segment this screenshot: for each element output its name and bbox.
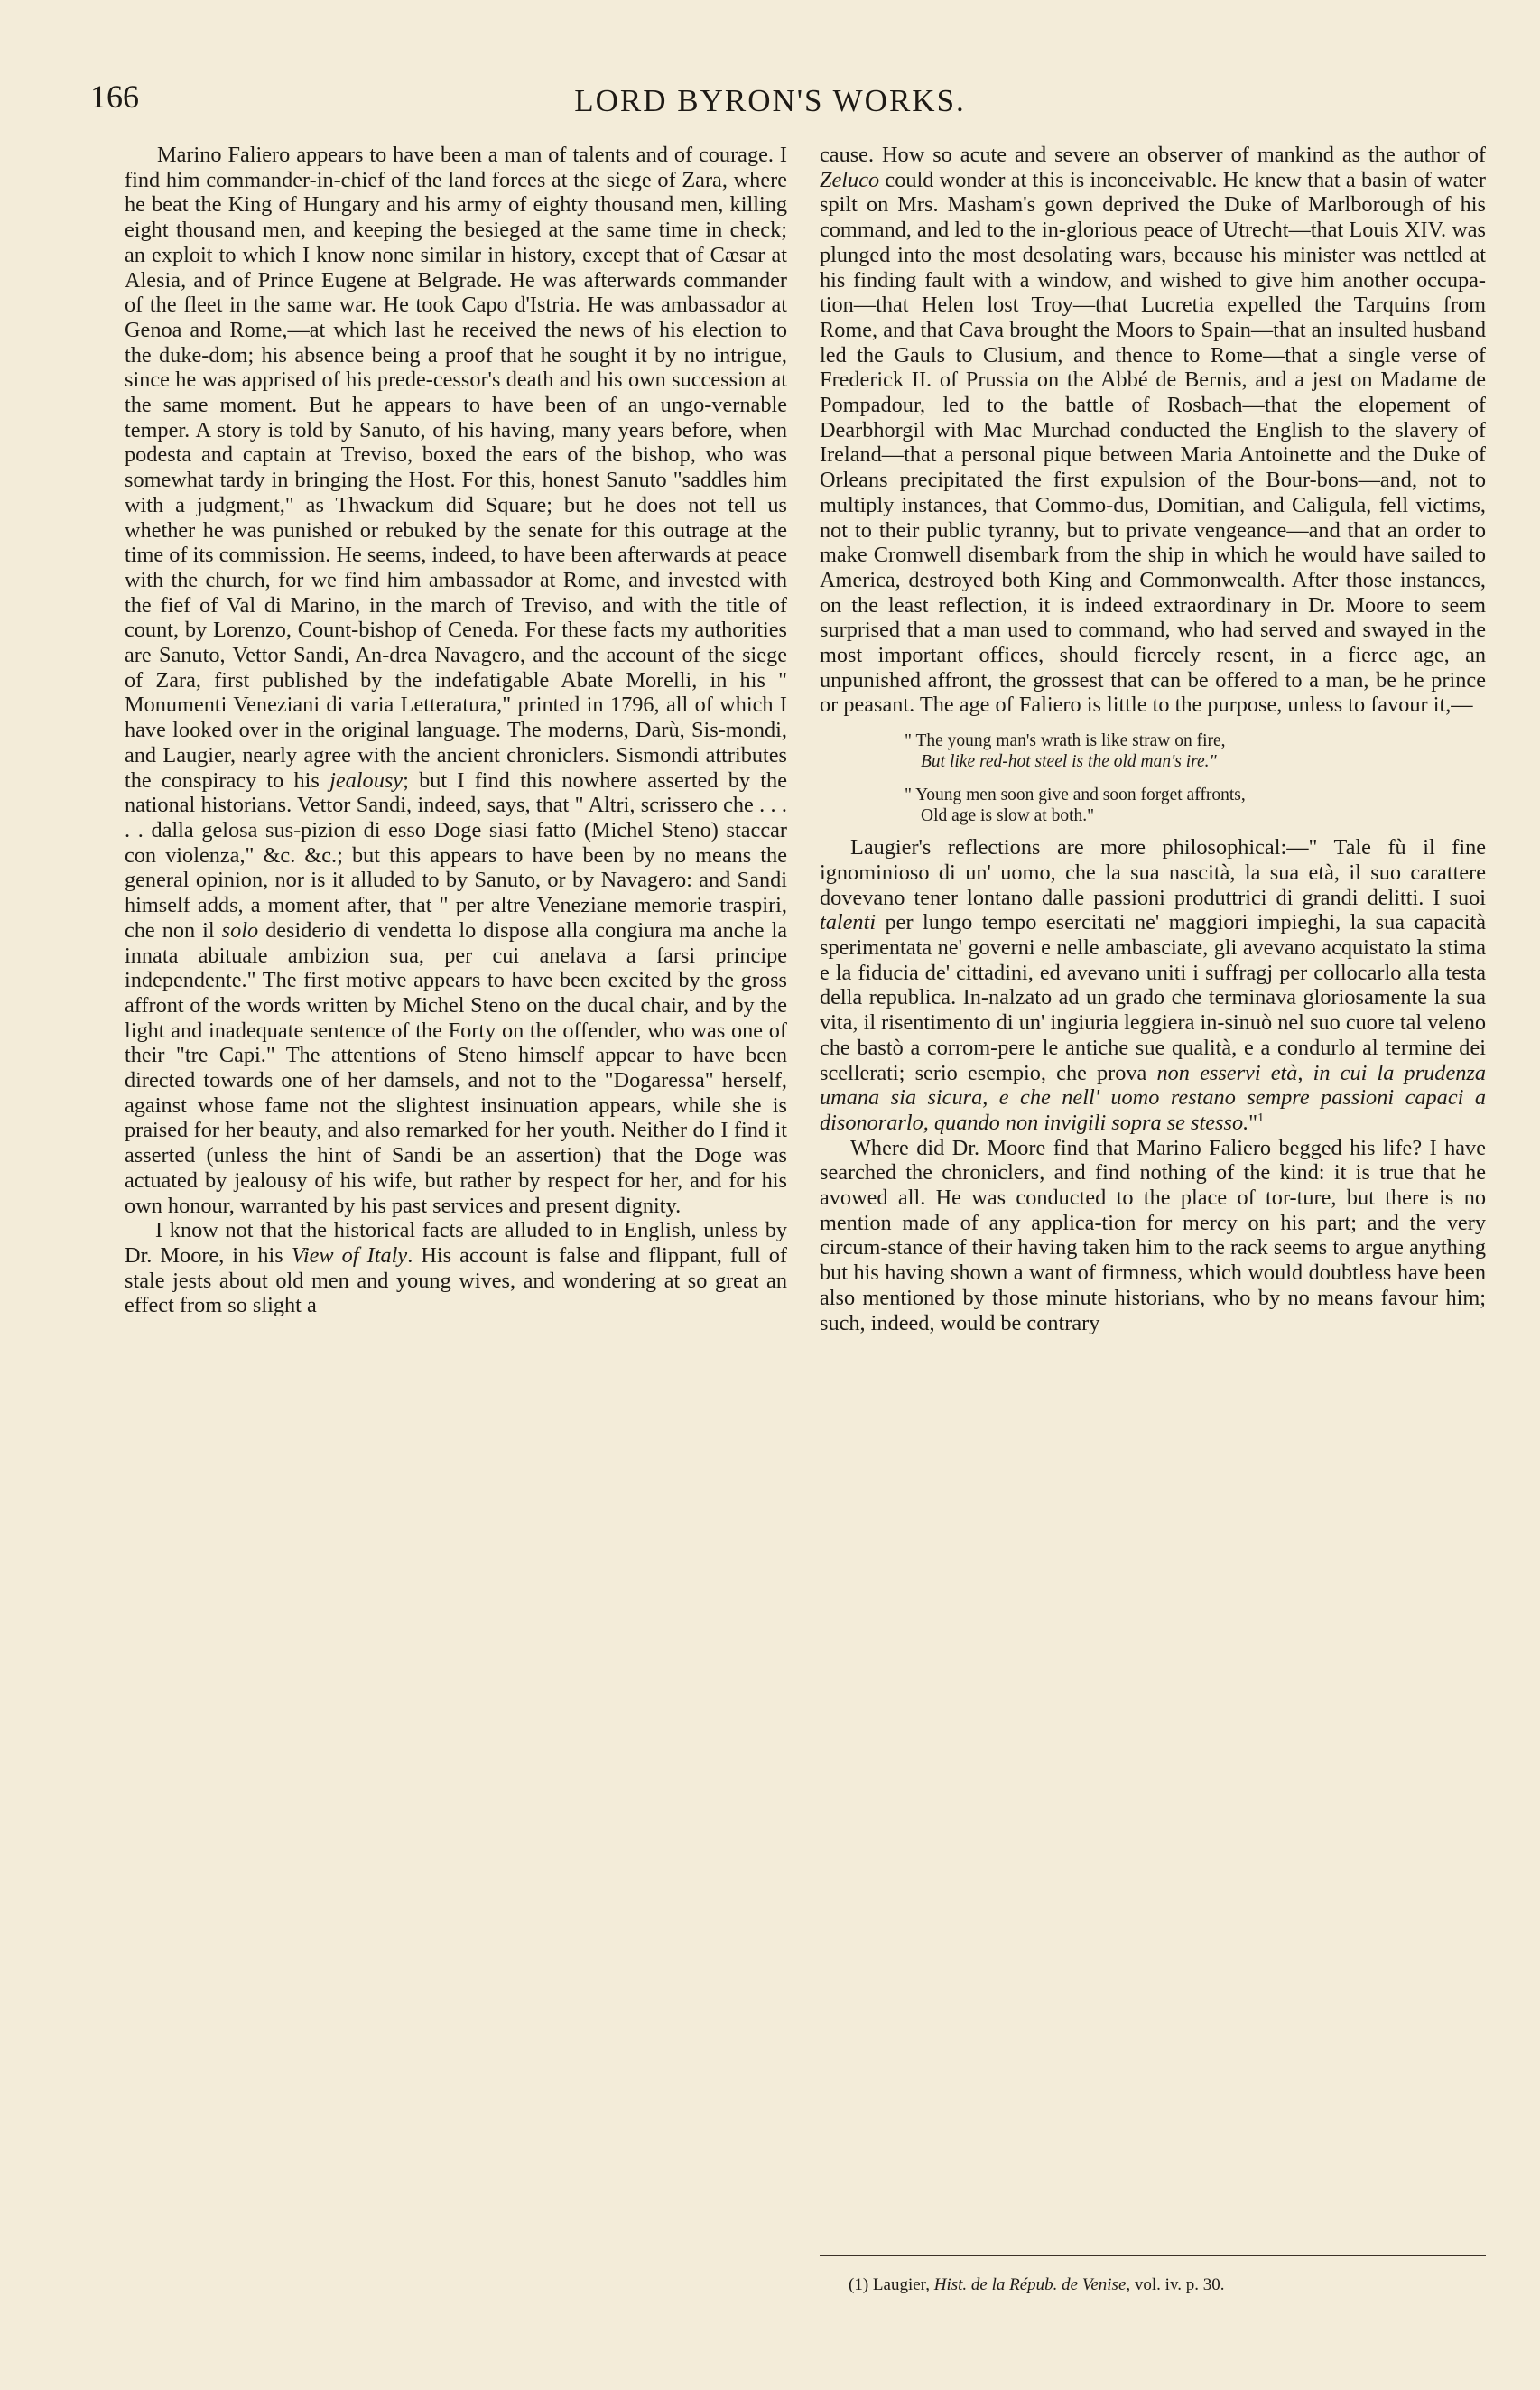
paragraph-laugier: Laugier's reflections are more philosophical:—" Tale fù il fine ignominioso di un' uomo, che la sua nascità, la sua età, il suo carattere dovevano tener lontano dalle passioni produttrici di grandi delitti. I suoi talenti per lungo tempo esercitati ne' maggiori impieghi, la sua capacità sperimentata ne' governi e nelle ambasciate, gli avevano acquistato la stima e la fiducia de' cittadini, ed avevano uniti i suffragj per collocarlo alla testa della republica. In-nalzato ad un grado che terminava gloriosamente la sua vita, il risentimento di un' ingiuria leggiera in-sinuò nel suo cuore tal veleno che bastò a corrom-pere le antiche sue qualità, e a condurlo al termine dei scellerati; serio esempio, che prova non esservi età, in cui la prudenza umana sia sicura, e che nell' uomo restano sempre passioni capaci a disonorarlo, quando non invigili sopra se stesso."$^1$ xyxy=(820,835,1486,1135)
quote-line: Old age is slow at both." xyxy=(921,806,1095,826)
page-header xyxy=(0,78,1540,126)
footnote: (1) Laugier, Hist. de la Répub. de Venise, vol. iv. p. 30. xyxy=(849,2275,1225,2294)
paragraph-small-causes: cause. How so acute and severe an observer of mankind as the author of Zeluco could wonder at this is inconceivable. He knew that a basin of water spilt on Mrs. Masham's gown deprived the Duke of Marlborough of his command, and led to the in-glorious peace of Utrecht—that Louis XIV. was plunged into the most desolating wars, because his minister was nettled at his finding fault with a window, and wished to give him another occupa-tion—that Helen lost Troy—that Lucretia expelled the Tarquins from Rome, and that Cava brought the Moors to Spain—that an insulted husband led the Gauls to Clusium, and thence to Rome—that a single verse of Frederick II. of Prussia on the Abbé de Bernis, and a jest on Madame de Pompadour, led to the battle of Rosbach—that the elopement of Dearbhorgil with Mac Murchad conducted the English to the slavery of Ireland—that a personal pique between Maria Antoinette and the Duke of Orleans precipitated the first expulsion of the Bour-bons—and, not to multiply instances, that Commo-dus, Domitian, and Caligula, fell victims, not to their public tyranny, but to private vengeance—and that an order to make Cromwell disembark from the ship in which he would have sailed to America, destroyed both King and Commonwealth. After those instances, on the least reflection, it is indeed extraordinary in Dr. Moore to seem surprised that a man used to command, who had served and swayed in the most important offices, should fiercely resent, in a fierce age, an unpunished affront, the grossest that can be offered to a man, be he prince or peasant. The age of Faliero is little to the purpose, unless to favour it,— xyxy=(820,143,1486,718)
verse-quotation xyxy=(820,730,1486,826)
right-column xyxy=(820,143,1486,1335)
paragraph-begged-life: Where did Dr. Moore find that Marino Faliero begged his life? I have searched the chroniclers, and find nothing of the kind: it is true that he avowed all. He was conducted to the place of tor-ture, but there is no mention made of any applica-tion for mercy on his part; and the very circum-stance of their having taken him to the rack seems to argue anything but his having shown a want of firmness, which would doubtless have been also mentioned by those minute historians, who by no means favour him; such, indeed, would be contrary xyxy=(820,1135,1486,1335)
page-number: 166 xyxy=(90,79,139,115)
footnote-reference[interactable]: 1 xyxy=(1257,1111,1265,1125)
left-column xyxy=(125,143,787,1318)
running-title: LORD BYRON'S WORKS. xyxy=(574,83,966,118)
quote-line: But like red-hot steel is the old man's ire." xyxy=(921,752,1217,772)
footnote-divider xyxy=(820,2255,1486,2256)
paragraph-faliero-character: Marino Faliero appears to have been a man of talents and of courage. I find him commander-in-chief of the land forces at the siege of Zara, where he beat the King of Hungary and his army of eighty thousand men, killing eight thousand men, and keeping the besieged at the same time in check; an exploit to which I know none similar in history, except that of Cæsar at Alesia, and of Prince Eugene at Belgrade. He was afterwards commander of the fleet in the same war. He took Capo d'Istria. He was ambassador at Genoa and Rome,—at which last he received the news of his election to the duke-dom; his absence being a proof that he sought it by no intrigue, since he was apprised of his prede-cessor's death and his own succession at the same moment. But he appears to have been of an ungo-vernable temper. A story is told by Sanuto, of his having, many years before, when podesta and captain at Treviso, boxed the ears of the bishop, who was somewhat tardy in bringing the Host. For this, honest Sanuto "saddles him with a judgment," as Thwackum did Square; but he does not tell us whether he was punished or rebuked by the senate for this outrage at the time of its commission. He seems, indeed, to have been afterwards at peace with the church, for we find him ambassador at Rome, and invested with the fief of Val di Marino, in the march of Treviso, and with the title of count, by Lorenzo, Count-bishop of Ceneda. For these facts my authorities are Sanuto, Vettor Sandi, An-drea Navagero, and the account of the siege of Zara, first published by the indefatigable Abate Morelli, in his " Monumenti Veneziani di varia Letteratura," printed in 1796, all of which I have looked over in the original language. The moderns, Darù, Sis-mondi, and Laugier, nearly agree with the ancient chroniclers. Sismondi attributes the conspiracy to his jealousy; but I find this nowhere asserted by the national historians. Vettor Sandi, indeed, says, that " Altri, scrissero che . . . . . dalla gelosa sus-pizion di esso Doge siasi fatto (Michel Steno) staccar con violenza," &c. &c.; but this appears to have been by no means the general opinion, nor is it alluded to by Sanuto, or by Navagero: and Sandi himself adds, a moment after, that " per altre Veneziane memorie traspiri, che non il solo desiderio di vendetta lo dispose alla congiura ma anche la innata abituale ambizion sua, per cui anelava a farsi principe independente." The first motive appears to have been excited by the gross affront of the words written by Michel Steno on the ducal chair, and by the light and inadequate sentence of the Forty on the offender, who was one of their "tre Capi." The attentions of Steno himself appear to have been directed towards one of her damsels, and not to the "Dogaressa" herself, against whose fame not the slightest insinuation appears, while she is praised for her beauty, and also remarked for her youth. Neither do I find it asserted (unless the hint of Sandi be an assertion) that the Doge was actuated by jealousy of his wife, but rather by respect for her, and for his own honour, warranted by his past services and present dignity. xyxy=(125,143,787,1218)
paragraph-dr-moore: I know not that the historical facts are alluded to in English, unless by Dr. Moore, in his View of Italy. His account is false and flippant, full of stale jests about old men and young wives, and wondering at so great an effect from so slight a xyxy=(125,1218,787,1318)
footnote-mark: (1) xyxy=(849,2275,869,2294)
quote-line: " The young man's wrath is like straw on fire, xyxy=(905,731,1226,751)
quote-line: " Young men soon give and soon forget affronts, xyxy=(905,786,1246,805)
